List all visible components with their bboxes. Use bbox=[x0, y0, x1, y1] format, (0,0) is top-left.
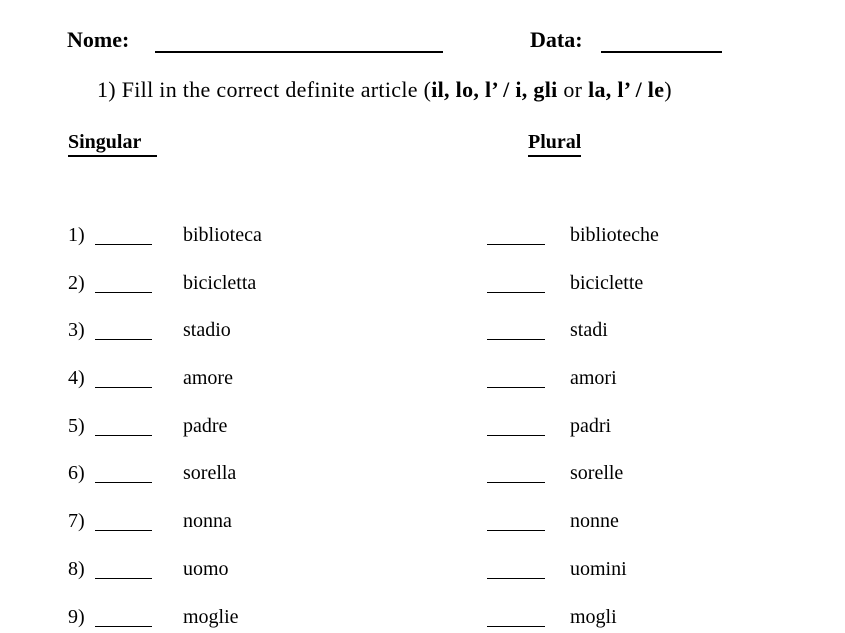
answer-blank-plural bbox=[487, 462, 545, 483]
word-singular: padre bbox=[183, 414, 228, 437]
answer-blank-plural bbox=[487, 510, 545, 531]
answer-blank-singular bbox=[95, 415, 152, 436]
row-number: 2) bbox=[68, 271, 85, 294]
column-header-singular: Singular bbox=[68, 131, 157, 157]
word-singular: bicicletta bbox=[183, 271, 257, 294]
word-singular: amore bbox=[183, 367, 233, 390]
word-singular: sorella bbox=[183, 462, 237, 485]
table-row bbox=[0, 403, 845, 451]
answer-blank-singular bbox=[95, 462, 152, 483]
date-blank-line bbox=[601, 25, 722, 53]
word-singular: uomo bbox=[183, 557, 229, 580]
table-row bbox=[0, 498, 845, 546]
word-plural: padri bbox=[570, 414, 612, 437]
instruction-suffix: ) bbox=[664, 77, 672, 102]
row-number: 8) bbox=[68, 557, 85, 580]
word-plural: nonne bbox=[570, 510, 619, 533]
row-number: 5) bbox=[68, 414, 85, 437]
table-row bbox=[0, 546, 845, 594]
row-number: 6) bbox=[68, 462, 85, 485]
instruction-prefix: 1) Fill in the correct definite article ( bbox=[97, 77, 432, 102]
answer-blank-plural bbox=[487, 606, 545, 627]
word-singular: stadio bbox=[183, 319, 231, 342]
word-plural: mogli bbox=[570, 605, 617, 628]
table-row bbox=[0, 307, 845, 355]
answer-blank-singular bbox=[95, 510, 152, 531]
name-label: Nome: bbox=[67, 27, 130, 52]
row-number: 7) bbox=[68, 510, 85, 533]
instruction-text bbox=[97, 77, 672, 103]
word-singular: moglie bbox=[183, 605, 239, 628]
worksheet-rows bbox=[0, 212, 845, 633]
word-plural: stadi bbox=[570, 319, 608, 342]
table-row bbox=[0, 355, 845, 403]
answer-blank-plural bbox=[487, 415, 545, 436]
answer-blank-singular bbox=[95, 606, 152, 627]
answer-blank-singular bbox=[95, 319, 152, 340]
answer-blank-plural bbox=[487, 272, 545, 293]
answer-blank-plural bbox=[487, 558, 545, 579]
answer-blank-plural bbox=[487, 367, 545, 388]
word-singular: nonna bbox=[183, 510, 232, 533]
row-number: 4) bbox=[68, 367, 85, 390]
table-row bbox=[0, 212, 845, 260]
table-row bbox=[0, 594, 845, 633]
row-number: 1) bbox=[68, 224, 85, 246]
bold-articles-singular: il, lo, l’ / i, gli bbox=[431, 77, 558, 102]
word-plural: uomini bbox=[570, 557, 627, 580]
word-plural: biblioteche bbox=[570, 224, 659, 246]
bold-articles-plural: la, l’ / le bbox=[588, 77, 665, 102]
answer-blank-singular bbox=[95, 367, 152, 388]
word-plural: biciclette bbox=[570, 271, 644, 294]
answer-blank-singular bbox=[95, 224, 152, 245]
word-plural: amori bbox=[570, 367, 617, 390]
instruction-connector: or bbox=[557, 77, 589, 102]
row-number: 3) bbox=[68, 319, 85, 342]
row-number: 9) bbox=[68, 605, 85, 628]
answer-blank-plural bbox=[487, 319, 545, 340]
word-plural: sorelle bbox=[570, 462, 624, 485]
answer-blank-singular bbox=[95, 558, 152, 579]
answer-blank-plural bbox=[487, 224, 545, 245]
table-row bbox=[0, 450, 845, 498]
table-row bbox=[0, 260, 845, 308]
name-blank-line bbox=[155, 25, 443, 53]
answer-blank-singular bbox=[95, 272, 152, 293]
column-header-plural: Plural bbox=[528, 131, 581, 157]
date-label: Data: bbox=[530, 27, 583, 52]
word-singular: biblioteca bbox=[183, 224, 262, 246]
